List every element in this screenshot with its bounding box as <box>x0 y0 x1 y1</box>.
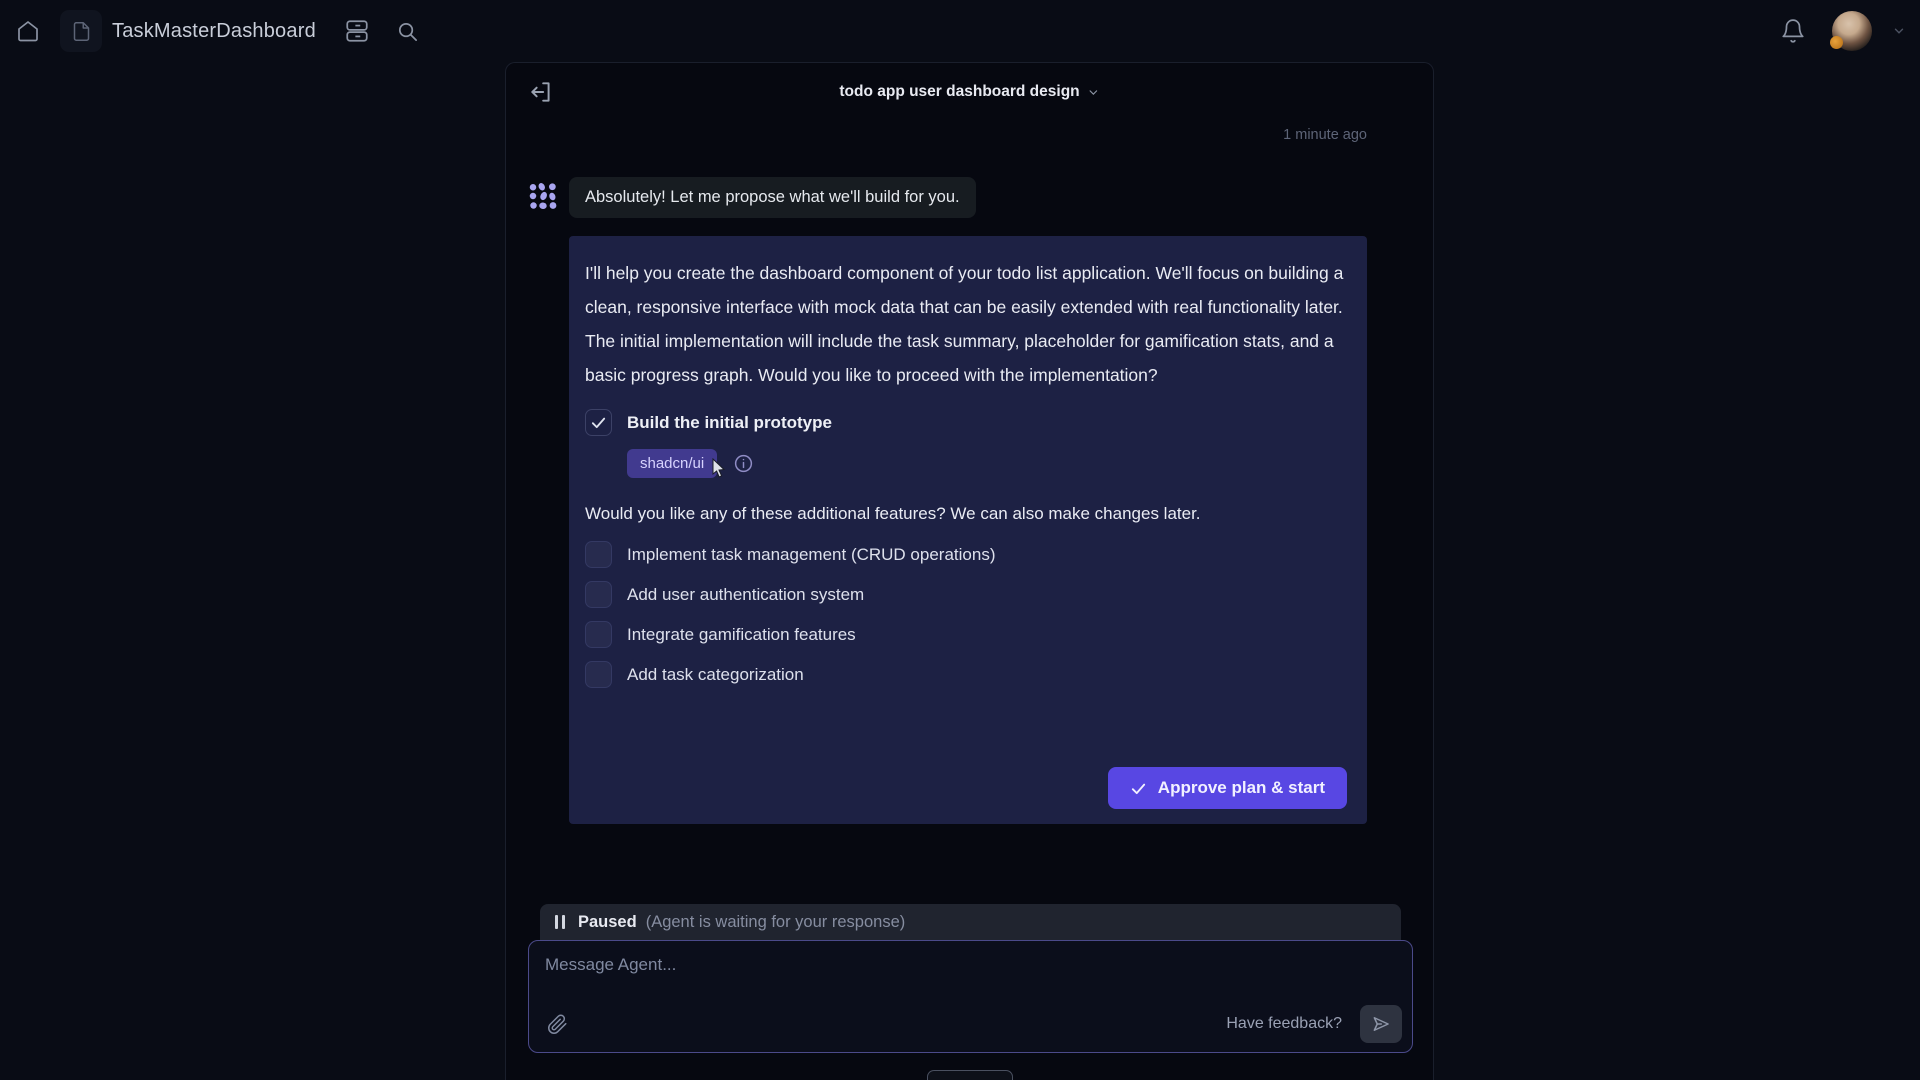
check-icon <box>1130 780 1147 797</box>
shadcn-ui-badge[interactable]: shadcn/ui <box>627 449 717 478</box>
primary-option-row <box>585 409 1347 436</box>
assistant-message-bubble: Absolutely! Let me propose what we'll build for you. <box>569 177 976 218</box>
attach-file-button[interactable] <box>547 1014 568 1035</box>
chevron-down-icon <box>1087 86 1100 99</box>
message-timestamp: 1 minute ago <box>1283 127 1367 143</box>
approve-plan-label: Approve plan & start <box>1157 778 1325 797</box>
feature-checkbox[interactable] <box>585 581 612 608</box>
feature-label: Implement task management (CRUD operations) <box>627 544 996 564</box>
feature-checkbox[interactable] <box>585 661 612 688</box>
feature-row <box>585 621 1347 648</box>
chat-header <box>506 63 1433 121</box>
home-button[interactable] <box>16 19 40 43</box>
primary-option-checkbox[interactable] <box>585 409 612 436</box>
pause-icon <box>555 915 565 929</box>
feature-checkbox[interactable] <box>585 541 612 568</box>
feature-label: Add user authentication system <box>627 584 865 604</box>
server-stack-icon <box>344 18 370 44</box>
check-icon <box>590 414 607 431</box>
agent-logo-icon <box>528 181 558 211</box>
exit-panel-icon <box>528 79 554 105</box>
agent-status-state: Paused <box>578 912 637 931</box>
features-list <box>585 541 1347 688</box>
conversation-title: todo app user dashboard design <box>839 83 1080 100</box>
chat-messages <box>506 121 1433 904</box>
feedback-link[interactable]: Have feedback? <box>1226 1015 1342 1032</box>
approve-plan-button[interactable] <box>1108 767 1347 809</box>
stack-badge-row <box>627 449 1347 478</box>
send-icon <box>1371 1014 1391 1034</box>
collapse-panel-button[interactable] <box>528 79 554 105</box>
avatar-menu-chevron-icon[interactable] <box>1892 24 1906 38</box>
project-file-button[interactable] <box>60 10 102 52</box>
panel-drag-handle[interactable] <box>927 1070 1013 1080</box>
bell-icon <box>1780 18 1806 44</box>
search-icon <box>396 20 419 43</box>
notifications-button[interactable] <box>1780 18 1806 44</box>
conversation-title-dropdown[interactable] <box>839 83 1099 101</box>
plan-intro-text: I'll help you create the dashboard component of your todo list application. We'll focus on building a clean, responsive interface with mock data that can be easily extended with real functionality later. The initial implementation will include the task summary, placeholder for gamification stats, and a basic progress graph. Would you like to proceed with the implementation? <box>585 263 1344 385</box>
agent-chat-panel <box>505 62 1434 1080</box>
assistant-message-row <box>528 177 1367 218</box>
composer-area <box>506 904 1433 1080</box>
feature-checkbox[interactable] <box>585 621 612 648</box>
agent-status-banner <box>540 904 1401 940</box>
plan-proposal-card <box>569 236 1367 824</box>
feature-row <box>585 541 1347 568</box>
agent-status-detail: (Agent is waiting for your response) <box>645 912 906 931</box>
info-button[interactable] <box>733 453 754 474</box>
feature-row <box>585 661 1347 688</box>
project-title: TaskMasterDashboard <box>112 19 316 42</box>
feature-row <box>585 581 1347 608</box>
message-input[interactable] <box>545 947 1402 987</box>
info-icon <box>733 453 754 474</box>
primary-option-label: Build the initial prototype <box>627 412 832 432</box>
avatar[interactable] <box>1832 11 1872 51</box>
feature-label: Integrate gamification features <box>627 624 856 644</box>
paperclip-icon <box>547 1014 568 1035</box>
message-input-box <box>528 940 1413 1053</box>
topbar <box>0 0 1920 62</box>
file-icon <box>71 21 92 42</box>
features-prompt-text: Would you like any of these additional features? We can also make changes later. <box>585 504 1201 523</box>
feature-label: Add task categorization <box>627 664 804 684</box>
search-button[interactable] <box>396 20 419 43</box>
home-icon <box>16 19 40 43</box>
send-button[interactable] <box>1360 1005 1402 1043</box>
server-stack-button[interactable] <box>344 18 370 44</box>
